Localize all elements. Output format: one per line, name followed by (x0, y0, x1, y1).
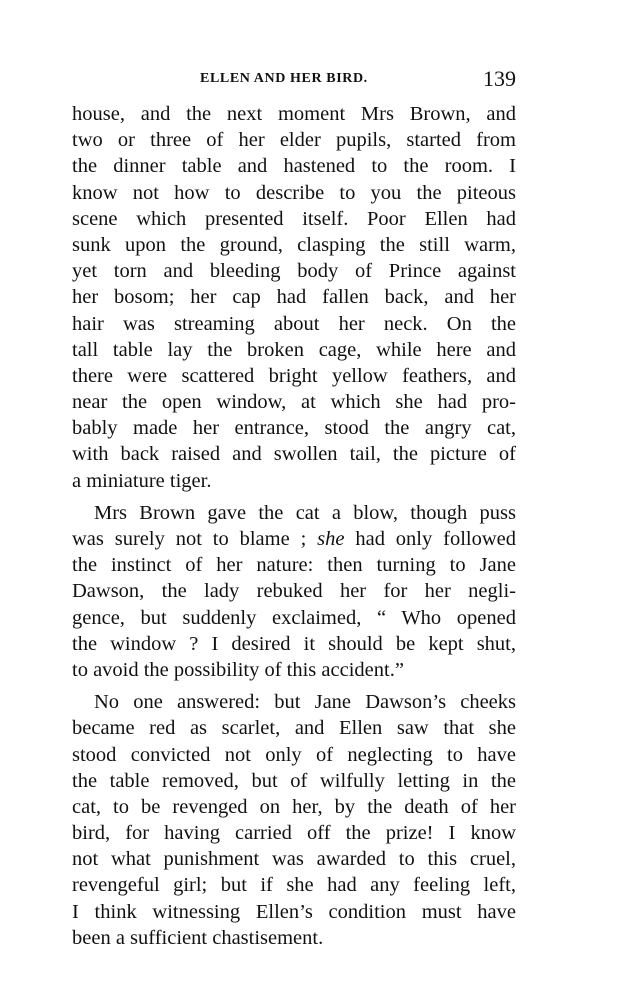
text-line: gence, but suddenly exclaimed, “ Who opened (72, 606, 516, 629)
text-line: with back raised and swollen tail, the picture of (72, 443, 516, 466)
text-line: Mrs Brown gave the cat a blow, though puss (94, 501, 516, 524)
text-line: stood convicted not only of neglecting to have (72, 743, 516, 766)
text-line: there were scattered bright yellow feathers, and (72, 364, 516, 387)
text-line: a miniature tiger. (72, 469, 212, 492)
text-line: scene which presented itself. Poor Ellen had (72, 207, 516, 230)
text-line: know not how to describe to you the piteous (72, 181, 516, 204)
text-line: revengeful girl; but if she had any feeling left, (72, 874, 516, 897)
text-line: tall table lay the broken cage, while here and (72, 338, 516, 361)
text-line: bably made her entrance, stood the angry cat, (72, 417, 516, 440)
text-line: her bosom; her cap had fallen back, and her (72, 286, 516, 309)
text-line: I think witnessing Ellen’s condition must have (72, 900, 516, 923)
text-line: bird, for having carried off the prize! I know (72, 822, 516, 845)
paragraph (72, 101, 516, 494)
running-head (72, 66, 516, 92)
body-text (72, 101, 516, 951)
text-line: the table removed, but of wilfully letting in the (72, 769, 516, 792)
text-line: cat, to be revenged on her, by the death of her (72, 795, 516, 818)
page-number: 139 (483, 66, 516, 91)
text-line-with-italic: was surely not to blame ; she had only followed (72, 528, 516, 550)
text-line: near the open window, at which she had pro- (72, 391, 516, 414)
paragraph (72, 689, 516, 951)
text-line: became red as scarlet, and Ellen saw that she (72, 717, 516, 740)
text-line: No one answered: but Jane Dawson’s cheeks (94, 691, 516, 714)
text-line: the instinct of her nature: then turning to Jane (72, 554, 516, 577)
text-line: two or three of her elder pupils, started from (72, 129, 516, 152)
text-line: hair was streaming about her neck. On the (72, 312, 516, 335)
text-line: sunk upon the ground, clasping the still warm, (72, 233, 516, 256)
text-line: the dinner table and hastened to the room. I (72, 155, 516, 178)
text-line: not what punishment was awarded to this cruel, (72, 848, 516, 871)
running-title: ELLEN AND HER BIRD. (200, 71, 368, 86)
text-line: house, and the next moment Mrs Brown, and (72, 103, 516, 125)
text-line: yet torn and bleeding body of Prince against (72, 260, 516, 283)
text-line: been a sufficient chastisement. (72, 926, 324, 949)
text-line: to avoid the possibility of this accident.” (72, 658, 404, 681)
paragraph (72, 500, 516, 683)
text-line: the window ? I desired it should be kept shut, (72, 632, 516, 655)
emphasized-word: she (317, 528, 345, 550)
text-line: Dawson, the lady rebuked her for her negli- (72, 580, 516, 603)
